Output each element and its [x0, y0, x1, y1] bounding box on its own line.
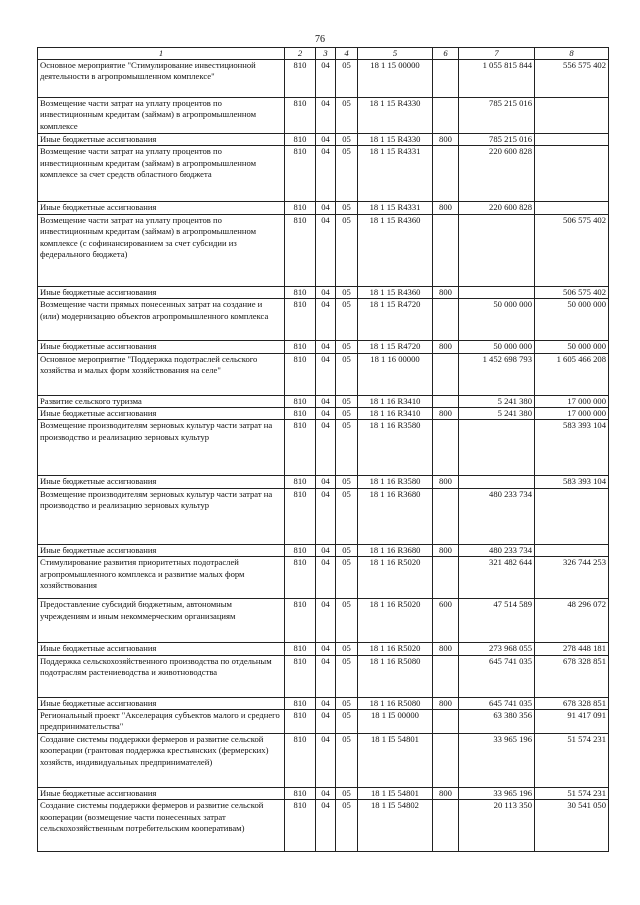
cell-subsection: 05 [336, 557, 358, 599]
cell-admin-code: 810 [285, 643, 316, 655]
cell-subsection: 05 [336, 98, 358, 134]
cell-name: Иные бюджетные ассигнования [38, 643, 285, 655]
budget-table [37, 47, 609, 852]
cell-admin-code: 810 [285, 134, 316, 146]
cell-section: 04 [316, 788, 336, 800]
cell-amount-2020: 480 233 734 [459, 488, 535, 544]
cell-name: Иные бюджетные ассигнования [38, 408, 285, 420]
cell-admin-code: 810 [285, 286, 316, 298]
cell-amount-2020: 785 215 016 [459, 98, 535, 134]
cell-name: Возмещение производителям зерновых культур части затрат на производство и реализацию зерновых культур [38, 488, 285, 544]
cell-amount-2021: 1 605 466 208 [535, 353, 609, 395]
cell-amount-2021: 48 296 072 [535, 599, 609, 643]
cell-name: Возмещение части затрат на уплату процентов по инвестиционным кредитам (займам) в агропромышленном комплексе [38, 98, 285, 134]
cell-expense-type [433, 98, 459, 134]
cell-amount-2020 [459, 286, 535, 298]
cell-subsection: 05 [336, 544, 358, 556]
cell-name: Возмещение части затрат на уплату процентов по инвестиционным кредитам (займам) в агропромышленном комплексе (с софинансированием за счет субсидии из федерального бюджета) [38, 214, 285, 286]
cell-admin-code: 810 [285, 800, 316, 852]
cell-subsection: 05 [336, 353, 358, 395]
cell-amount-2020: 50 000 000 [459, 299, 535, 341]
col-header-3: 3 [316, 48, 336, 60]
cell-subsection: 05 [336, 710, 358, 734]
cell-target-article: 18 1 I5 54801 [358, 734, 433, 788]
cell-admin-code: 810 [285, 599, 316, 643]
cell-section: 04 [316, 146, 336, 202]
cell-section: 04 [316, 202, 336, 214]
table-row [38, 299, 609, 341]
cell-admin-code: 810 [285, 697, 316, 709]
cell-expense-type: 800 [433, 341, 459, 353]
cell-amount-2021: 278 448 181 [535, 643, 609, 655]
cell-amount-2020: 1 055 815 844 [459, 60, 535, 98]
cell-amount-2021 [535, 488, 609, 544]
table-row [38, 476, 609, 488]
cell-expense-type [433, 146, 459, 202]
cell-admin-code: 810 [285, 341, 316, 353]
cell-expense-type: 800 [433, 476, 459, 488]
cell-amount-2021: 583 393 104 [535, 420, 609, 476]
cell-expense-type [433, 214, 459, 286]
cell-subsection: 05 [336, 341, 358, 353]
cell-subsection: 05 [336, 788, 358, 800]
cell-amount-2021: 326 744 253 [535, 557, 609, 599]
cell-amount-2020: 63 380 356 [459, 710, 535, 734]
table-row [38, 557, 609, 599]
cell-amount-2021: 556 575 402 [535, 60, 609, 98]
cell-amount-2021: 51 574 231 [535, 788, 609, 800]
cell-section: 04 [316, 214, 336, 286]
cell-section: 04 [316, 286, 336, 298]
cell-expense-type [433, 420, 459, 476]
col-header-8: 8 [535, 48, 609, 60]
cell-amount-2020: 1 452 698 793 [459, 353, 535, 395]
cell-name: Иные бюджетные ассигнования [38, 544, 285, 556]
cell-admin-code: 810 [285, 214, 316, 286]
cell-amount-2020: 5 241 380 [459, 408, 535, 420]
cell-target-article: 18 1 16 R3580 [358, 476, 433, 488]
cell-admin-code: 810 [285, 202, 316, 214]
cell-subsection: 05 [336, 488, 358, 544]
col-header-1: 1 [38, 48, 285, 60]
cell-target-article: 18 1 15 R4720 [358, 341, 433, 353]
cell-expense-type [433, 299, 459, 341]
table-row [38, 134, 609, 146]
table-row [38, 146, 609, 202]
cell-amount-2021: 506 575 402 [535, 214, 609, 286]
cell-expense-type [433, 60, 459, 98]
page-number: 76 [315, 34, 325, 45]
cell-name: Основное мероприятие "Поддержка подотраслей сельского хозяйства и малых форм хозяйствования на селе" [38, 353, 285, 395]
cell-expense-type: 800 [433, 697, 459, 709]
cell-target-article: 18 1 15 R4331 [358, 146, 433, 202]
col-header-6: 6 [433, 48, 459, 60]
table-row [38, 420, 609, 476]
cell-name: Иные бюджетные ассигнования [38, 134, 285, 146]
cell-section: 04 [316, 734, 336, 788]
cell-subsection: 05 [336, 202, 358, 214]
cell-name: Иные бюджетные ассигнования [38, 697, 285, 709]
cell-amount-2021: 17 000 000 [535, 408, 609, 420]
cell-amount-2020: 785 215 016 [459, 134, 535, 146]
cell-subsection: 05 [336, 734, 358, 788]
cell-admin-code: 810 [285, 734, 316, 788]
cell-admin-code: 810 [285, 710, 316, 734]
cell-expense-type: 800 [433, 788, 459, 800]
cell-admin-code: 810 [285, 544, 316, 556]
cell-amount-2021: 678 328 851 [535, 697, 609, 709]
table-row [38, 98, 609, 134]
cell-expense-type: 800 [433, 643, 459, 655]
cell-section: 04 [316, 98, 336, 134]
cell-target-article: 18 1 16 R5080 [358, 697, 433, 709]
cell-section: 04 [316, 476, 336, 488]
table-row [38, 60, 609, 98]
cell-subsection: 05 [336, 408, 358, 420]
cell-expense-type: 800 [433, 286, 459, 298]
table-row [38, 544, 609, 556]
cell-target-article: 18 1 I5 00000 [358, 710, 433, 734]
table-row [38, 800, 609, 852]
cell-expense-type [433, 488, 459, 544]
cell-section: 04 [316, 655, 336, 697]
table-row [38, 395, 609, 407]
cell-subsection: 05 [336, 395, 358, 407]
cell-target-article: 18 1 16 R3680 [358, 488, 433, 544]
cell-target-article: 18 1 15 R4360 [358, 214, 433, 286]
header-row [38, 48, 609, 60]
cell-section: 04 [316, 488, 336, 544]
cell-amount-2021: 506 575 402 [535, 286, 609, 298]
cell-admin-code: 810 [285, 420, 316, 476]
cell-subsection: 05 [336, 599, 358, 643]
cell-expense-type: 800 [433, 134, 459, 146]
cell-amount-2021 [535, 146, 609, 202]
cell-section: 04 [316, 60, 336, 98]
cell-name: Возмещение производителям зерновых культур части затрат на производство и реализацию зерновых культур [38, 420, 285, 476]
col-header-7: 7 [459, 48, 535, 60]
cell-section: 04 [316, 599, 336, 643]
cell-admin-code: 810 [285, 655, 316, 697]
cell-amount-2020: 33 965 196 [459, 734, 535, 788]
cell-subsection: 05 [336, 800, 358, 852]
cell-amount-2020 [459, 476, 535, 488]
cell-admin-code: 810 [285, 557, 316, 599]
cell-target-article: 18 1 16 00000 [358, 353, 433, 395]
cell-section: 04 [316, 697, 336, 709]
cell-name: Возмещение части прямых понесенных затрат на создание и (или) модернизацию объектов агропромышленного комплекса [38, 299, 285, 341]
cell-amount-2020: 321 482 644 [459, 557, 535, 599]
table-row [38, 643, 609, 655]
cell-subsection: 05 [336, 286, 358, 298]
cell-target-article: 18 1 16 R5020 [358, 557, 433, 599]
cell-admin-code: 810 [285, 98, 316, 134]
cell-amount-2021: 17 000 000 [535, 395, 609, 407]
cell-expense-type [433, 557, 459, 599]
cell-admin-code: 810 [285, 408, 316, 420]
cell-target-article: 18 1 15 R4331 [358, 202, 433, 214]
cell-expense-type [433, 655, 459, 697]
cell-expense-type [433, 710, 459, 734]
cell-name: Предоставление субсидий бюджетным, автономным учреждениям и иным некоммерческим организациям [38, 599, 285, 643]
cell-target-article: 18 1 16 R3680 [358, 544, 433, 556]
cell-name: Иные бюджетные ассигнования [38, 788, 285, 800]
cell-amount-2020: 50 000 000 [459, 341, 535, 353]
cell-expense-type [433, 800, 459, 852]
cell-section: 04 [316, 341, 336, 353]
cell-subsection: 05 [336, 146, 358, 202]
cell-target-article: 18 1 I5 54802 [358, 800, 433, 852]
cell-target-article: 18 1 16 R5080 [358, 655, 433, 697]
table-row [38, 214, 609, 286]
cell-section: 04 [316, 408, 336, 420]
cell-target-article: 18 1 15 R4360 [358, 286, 433, 298]
cell-target-article: 18 1 16 R5020 [358, 599, 433, 643]
cell-admin-code: 810 [285, 299, 316, 341]
cell-section: 04 [316, 353, 336, 395]
cell-amount-2020: 47 514 589 [459, 599, 535, 643]
cell-expense-type [433, 353, 459, 395]
cell-name: Иные бюджетные ассигнования [38, 202, 285, 214]
cell-name: Иные бюджетные ассигнования [38, 476, 285, 488]
col-header-4: 4 [336, 48, 358, 60]
cell-section: 04 [316, 420, 336, 476]
cell-amount-2020: 273 968 055 [459, 643, 535, 655]
cell-subsection: 05 [336, 60, 358, 98]
table-row [38, 734, 609, 788]
cell-subsection: 05 [336, 420, 358, 476]
cell-expense-type [433, 734, 459, 788]
col-header-5: 5 [358, 48, 433, 60]
cell-name: Стимулирование развития приоритетных подотраслей агропромышленного комплекса и развитие малых форм хозяйствования [38, 557, 285, 599]
cell-name: Иные бюджетные ассигнования [38, 341, 285, 353]
cell-admin-code: 810 [285, 395, 316, 407]
cell-amount-2021: 30 541 050 [535, 800, 609, 852]
cell-amount-2020: 220 600 828 [459, 202, 535, 214]
cell-subsection: 05 [336, 643, 358, 655]
cell-admin-code: 810 [285, 353, 316, 395]
cell-target-article: 18 1 16 R3410 [358, 395, 433, 407]
table-row [38, 788, 609, 800]
cell-amount-2020: 645 741 035 [459, 697, 535, 709]
cell-amount-2020: 645 741 035 [459, 655, 535, 697]
cell-target-article: 18 1 15 R4330 [358, 134, 433, 146]
cell-amount-2021 [535, 134, 609, 146]
cell-section: 04 [316, 299, 336, 341]
cell-name: Поддержка сельскохозяйственного производства по отдельным подотраслям растениеводства и животноводства [38, 655, 285, 697]
cell-admin-code: 810 [285, 146, 316, 202]
cell-subsection: 05 [336, 476, 358, 488]
cell-subsection: 05 [336, 299, 358, 341]
cell-amount-2021: 583 393 104 [535, 476, 609, 488]
cell-name: Развитие сельского туризма [38, 395, 285, 407]
cell-admin-code: 810 [285, 488, 316, 544]
table-row [38, 408, 609, 420]
col-header-2: 2 [285, 48, 316, 60]
cell-amount-2020: 220 600 828 [459, 146, 535, 202]
cell-amount-2021: 50 000 000 [535, 341, 609, 353]
table-row [38, 697, 609, 709]
cell-subsection: 05 [336, 697, 358, 709]
table-row [38, 599, 609, 643]
cell-expense-type: 800 [433, 544, 459, 556]
cell-admin-code: 810 [285, 476, 316, 488]
cell-amount-2021 [535, 202, 609, 214]
cell-expense-type: 800 [433, 202, 459, 214]
cell-target-article: 18 1 15 R4720 [358, 299, 433, 341]
cell-admin-code: 810 [285, 60, 316, 98]
cell-name: Возмещение части затрат на уплату процентов по инвестиционным кредитам (займам) в агропромышленном комплексе за счет средств областного бюджета [38, 146, 285, 202]
cell-section: 04 [316, 395, 336, 407]
cell-section: 04 [316, 557, 336, 599]
cell-subsection: 05 [336, 214, 358, 286]
table-row [38, 488, 609, 544]
cell-amount-2020: 480 233 734 [459, 544, 535, 556]
cell-name: Иные бюджетные ассигнования [38, 286, 285, 298]
cell-name: Основное мероприятие "Стимулирование инвестиционной деятельности в агропромышленном комплексе" [38, 60, 285, 98]
cell-target-article: 18 1 I5 54801 [358, 788, 433, 800]
cell-section: 04 [316, 134, 336, 146]
cell-name: Создание системы поддержки фермеров и развитие сельской кооперации (возмещение части понесенных затрат сельскохозяйственным потребительским кооперативам) [38, 800, 285, 852]
table-body [38, 60, 609, 852]
cell-amount-2020 [459, 214, 535, 286]
cell-amount-2020: 20 113 350 [459, 800, 535, 852]
cell-section: 04 [316, 544, 336, 556]
cell-expense-type [433, 395, 459, 407]
cell-amount-2021 [535, 98, 609, 134]
cell-amount-2020 [459, 420, 535, 476]
cell-amount-2021: 51 574 231 [535, 734, 609, 788]
cell-expense-type: 600 [433, 599, 459, 643]
cell-target-article: 18 1 16 R3410 [358, 408, 433, 420]
cell-name: Создание системы поддержки фермеров и развитие сельской кооперации (грантовая поддержка крестьянских (фермерских) хозяйств, индивидуальных предпринимателей) [38, 734, 285, 788]
cell-section: 04 [316, 710, 336, 734]
table-row [38, 286, 609, 298]
cell-amount-2021: 50 000 000 [535, 299, 609, 341]
cell-expense-type: 800 [433, 408, 459, 420]
cell-target-article: 18 1 16 R5020 [358, 643, 433, 655]
cell-amount-2020: 5 241 380 [459, 395, 535, 407]
cell-subsection: 05 [336, 655, 358, 697]
cell-target-article: 18 1 16 R3580 [358, 420, 433, 476]
table-row [38, 202, 609, 214]
cell-admin-code: 810 [285, 788, 316, 800]
cell-amount-2020: 33 965 196 [459, 788, 535, 800]
table-row [38, 710, 609, 734]
cell-section: 04 [316, 643, 336, 655]
table-row [38, 353, 609, 395]
cell-amount-2021: 91 417 091 [535, 710, 609, 734]
cell-name: Региональный проект "Акселерация субъектов малого и среднего предпринимательства" [38, 710, 285, 734]
table-row [38, 341, 609, 353]
cell-section: 04 [316, 800, 336, 852]
cell-target-article: 18 1 15 R4330 [358, 98, 433, 134]
cell-target-article: 18 1 15 00000 [358, 60, 433, 98]
cell-subsection: 05 [336, 134, 358, 146]
cell-amount-2021: 678 328 851 [535, 655, 609, 697]
cell-amount-2021 [535, 544, 609, 556]
table-row [38, 655, 609, 697]
